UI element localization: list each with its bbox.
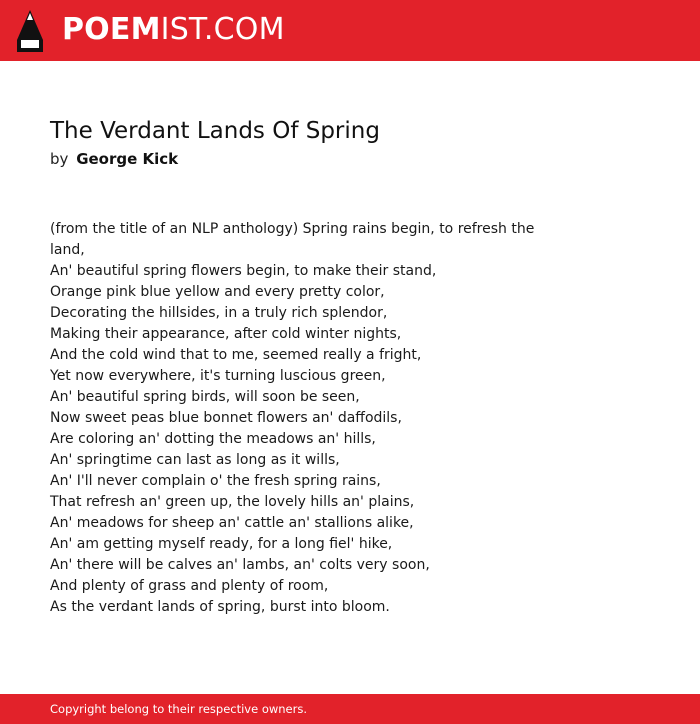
logo-light-text: IST.COM bbox=[160, 12, 285, 47]
poem-line: And the cold wind that to me, seemed really a fright, bbox=[50, 347, 422, 363]
poem-line: And plenty of grass and plenty of room, bbox=[50, 578, 329, 594]
site-logo[interactable] bbox=[62, 12, 285, 48]
site-footer bbox=[0, 694, 700, 724]
pencil-tip-icon[interactable] bbox=[17, 10, 43, 52]
poem-line: That refresh an' green up, the lovely hills an' plains, bbox=[50, 494, 415, 510]
poem-line: An' beautiful spring flowers begin, to make their stand, bbox=[50, 263, 437, 279]
poem-line: land, bbox=[50, 242, 85, 258]
poem-line: Are coloring an' dotting the meadows an' hills, bbox=[50, 431, 376, 447]
poem-line: An' am getting myself ready, for a long fiel' hike, bbox=[50, 536, 393, 552]
poem-line: Decorating the hillsides, in a truly rich splendor, bbox=[50, 305, 388, 321]
poem-line: An' meadows for sheep an' cattle an' stallions alike, bbox=[50, 515, 414, 531]
poem-line: An' I'll never complain o' the fresh spring rains, bbox=[50, 473, 381, 489]
copyright-notice: Copyright belong to their respective owners. bbox=[50, 702, 308, 716]
poem-line: Yet now everywhere, it's turning luscious green, bbox=[50, 368, 386, 384]
poem-line: Making their appearance, after cold winter nights, bbox=[50, 326, 402, 342]
poem-body bbox=[50, 219, 535, 618]
poem-line: An' springtime can last as long as it wills, bbox=[50, 452, 340, 468]
poem-title: The Verdant Lands Of Spring bbox=[50, 118, 380, 144]
byline bbox=[50, 149, 178, 169]
poem-line: Orange pink blue yellow and every pretty color, bbox=[50, 284, 385, 300]
site-header bbox=[0, 0, 700, 61]
poem-line: (from the title of an NLP anthology) Spring rains begin, to refresh the bbox=[50, 221, 535, 237]
poem-line: As the verdant lands of spring, burst into bloom. bbox=[50, 599, 390, 615]
by-label: by bbox=[50, 150, 69, 168]
author-name: George Kick bbox=[76, 150, 179, 168]
poem-line: Now sweet peas blue bonnet flowers an' daffodils, bbox=[50, 410, 402, 426]
logo-bold-text: POEM bbox=[62, 12, 161, 47]
poem-line: An' there will be calves an' lambs, an' colts very soon, bbox=[50, 557, 430, 573]
poem-line: An' beautiful spring birds, will soon be seen, bbox=[50, 389, 360, 405]
